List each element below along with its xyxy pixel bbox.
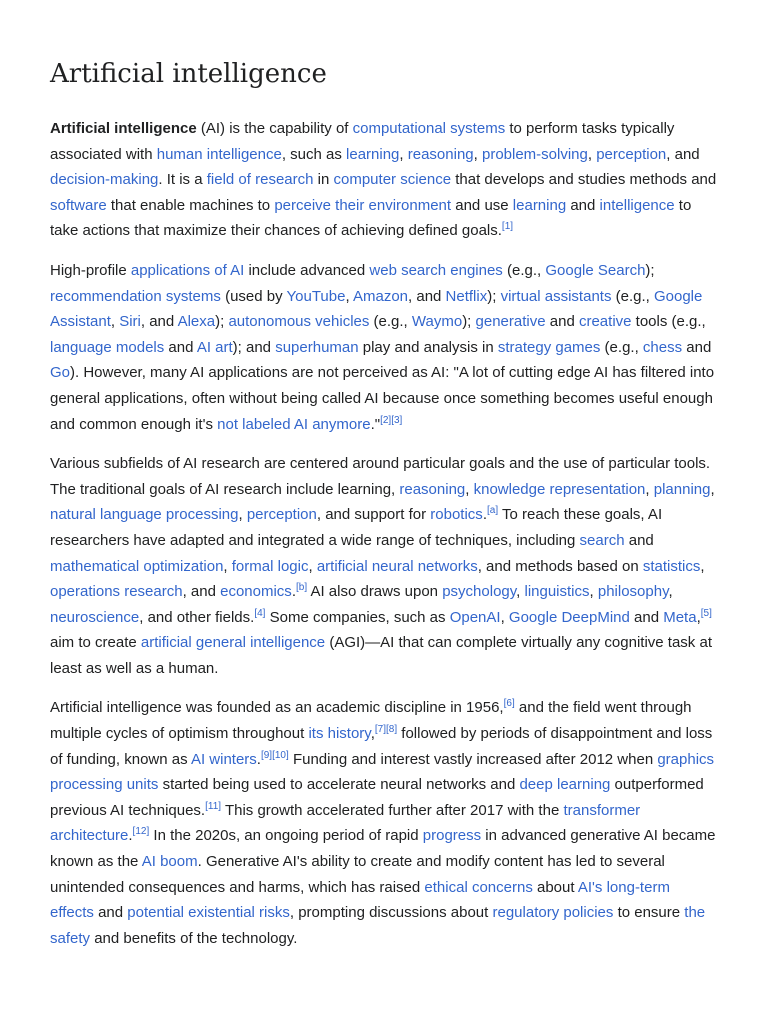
- text-run: (e.g.,: [600, 338, 643, 356]
- text-run: ,: [589, 583, 598, 601]
- wiki-link[interactable]: natural language processing: [50, 506, 239, 524]
- text-run: and: [624, 531, 654, 549]
- wiki-link[interactable]: mathematical optimization: [50, 557, 224, 575]
- wiki-link[interactable]: reasoning: [399, 480, 466, 498]
- citation-link[interactable]: [10]: [272, 749, 289, 761]
- wiki-link[interactable]: superhuman: [275, 338, 359, 356]
- citation: [254, 608, 265, 619]
- text-run: );: [487, 287, 501, 305]
- text-run: , and support for: [316, 506, 431, 524]
- wiki-link[interactable]: deep learning: [519, 776, 611, 794]
- text-run: ,: [700, 557, 705, 575]
- wiki-link[interactable]: language models: [50, 338, 165, 356]
- text-run: ,: [645, 480, 654, 498]
- text-run: ,: [110, 313, 120, 331]
- text-run: to perform tasks typically associated with: [50, 120, 675, 163]
- wiki-link[interactable]: Amazon: [352, 287, 409, 305]
- wiki-link[interactable]: formal logic: [231, 557, 309, 575]
- paragraph-2: [50, 258, 718, 437]
- text-run: .: [482, 506, 487, 524]
- wiki-link[interactable]: intelligence: [599, 196, 675, 214]
- citation: [133, 826, 150, 837]
- wiki-link[interactable]: linguistics: [524, 583, 590, 601]
- text-run: , and: [182, 583, 221, 601]
- text-run: that enable machines to: [106, 196, 275, 214]
- text-run: followed by periods of disappointment and loss of funding, known as: [50, 725, 713, 768]
- wiki-link[interactable]: YouTube: [286, 287, 346, 305]
- citation: [205, 801, 221, 812]
- wiki-link[interactable]: OpenAI: [449, 608, 501, 626]
- citation: [296, 582, 307, 593]
- citation: [375, 724, 386, 735]
- bold-term: Artificial intelligence: [50, 120, 197, 137]
- citation-link[interactable]: [7]: [374, 724, 386, 736]
- text-run: .": [370, 415, 381, 433]
- text-run: );: [215, 313, 229, 331]
- wiki-link[interactable]: perceive their environment: [274, 196, 452, 214]
- text-run: ,: [345, 287, 353, 305]
- text-run: .: [128, 827, 133, 845]
- citation-link[interactable]: [4]: [254, 607, 266, 619]
- wiki-link[interactable]: regulatory policies: [492, 904, 614, 922]
- wiki-link[interactable]: decision-making: [50, 171, 159, 189]
- wiki-link[interactable]: Meta: [663, 608, 697, 626]
- wiki-link[interactable]: Alexa: [177, 313, 216, 331]
- text-run: and: [545, 313, 579, 331]
- text-run: outperformed previous AI techniques.: [50, 776, 704, 819]
- wiki-link[interactable]: ethical concerns: [424, 878, 533, 896]
- citation: [380, 415, 391, 426]
- text-run: and use: [451, 196, 513, 214]
- text-run: ,: [399, 145, 408, 163]
- paragraph-3: [50, 451, 718, 681]
- wiki-link[interactable]: learning: [512, 196, 567, 214]
- citation-link[interactable]: [11]: [205, 800, 222, 812]
- text-run: tools (e.g.,: [631, 313, 706, 331]
- text-run: ,: [238, 506, 247, 524]
- citation: [261, 750, 272, 761]
- wiki-link[interactable]: statistics: [642, 557, 701, 575]
- text-run: that develops and studies methods and: [451, 171, 717, 189]
- citation-link[interactable]: [2]: [380, 414, 392, 426]
- text-run: . Generative AI's ability to create and modify content has led to several unintended consequences and harms, which has raised: [50, 853, 665, 896]
- text-run: (used by: [220, 287, 287, 305]
- text-run: (e.g.,: [611, 287, 654, 305]
- text-run: In the 2020s, an ongoing period of rapid: [149, 827, 423, 845]
- citation-link[interactable]: [1]: [501, 221, 514, 233]
- wiki-link[interactable]: human intelligence: [156, 145, 282, 163]
- wiki-link[interactable]: learning: [346, 145, 400, 163]
- text-run: ,: [587, 145, 597, 163]
- text-run: This growth accelerated further after 2017 with the: [221, 801, 564, 819]
- wiki-link[interactable]: search: [579, 531, 625, 549]
- text-run: play and analysis in: [358, 338, 498, 356]
- citation: [386, 724, 397, 735]
- wiki-link[interactable]: Siri: [119, 313, 141, 331]
- text-run: and the field went through multiple cycles of optimism throughout: [50, 699, 692, 743]
- wiki-link[interactable]: neuroscience: [50, 608, 140, 626]
- text-run: and: [93, 904, 128, 922]
- text-run: ,: [516, 583, 525, 601]
- wiki-link[interactable]: its history: [308, 725, 371, 743]
- text-run: Some companies, such as: [265, 608, 450, 626]
- text-run: about: [532, 878, 578, 896]
- paragraph-4: [50, 695, 718, 951]
- wiki-link[interactable]: AI winters: [190, 750, 257, 768]
- text-run: (AGI)—AI that can complete virtually any cognitive task at least as well as a human.: [50, 634, 712, 677]
- text-run: and benefits of the technology.: [90, 929, 298, 947]
- text-run: and: [164, 338, 197, 356]
- text-run: ,: [500, 608, 509, 626]
- wiki-link[interactable]: perception: [596, 145, 667, 163]
- wiki-link[interactable]: perception: [246, 506, 317, 524]
- text-run: ,: [223, 557, 232, 575]
- text-run: ). However, many AI applications are not perceived as AI: "A lot of cutting edge AI has filtered into general applications, often without being called AI because once something becomes useful enough and common enough it's: [50, 364, 715, 433]
- citation: [272, 750, 289, 761]
- text-run: and: [629, 608, 664, 626]
- citation: [502, 221, 513, 232]
- text-run: Funding and interest vastly increased after 2012 when: [288, 750, 658, 768]
- wiki-link[interactable]: creative: [578, 313, 632, 331]
- text-run: Artificial intelligence was founded as an academic discipline in 1956,: [50, 699, 504, 717]
- text-run: , and methods based on: [477, 557, 643, 575]
- wiki-link[interactable]: AI's long-term effects: [50, 878, 670, 922]
- wiki-link[interactable]: computer science: [333, 171, 452, 189]
- text-run: , such as: [281, 145, 347, 163]
- text-run: , and: [666, 145, 700, 163]
- text-run: , and other fields.: [139, 608, 255, 626]
- citation-link[interactable]: [9]: [260, 749, 273, 761]
- wiki-link[interactable]: chess: [642, 338, 683, 356]
- paragraph-1: [50, 116, 718, 244]
- text-run: , and: [140, 313, 178, 331]
- wiki-link[interactable]: knowledge representation: [473, 480, 646, 498]
- wiki-link[interactable]: Google Search: [545, 261, 646, 279]
- text-run: , prompting discussions about: [289, 904, 493, 922]
- wiki-link[interactable]: transformer architecture: [50, 801, 641, 845]
- text-run: . It is a: [158, 171, 207, 189]
- wiki-link[interactable]: virtual assistants: [500, 287, 612, 305]
- wiki-link[interactable]: Google Assistant: [50, 287, 703, 331]
- citation-link[interactable]: [a]: [486, 505, 499, 517]
- text-run: AI also draws upon: [307, 583, 443, 601]
- wiki-link[interactable]: problem-solving: [481, 145, 588, 163]
- wiki-link[interactable]: artificial general intelligence: [140, 634, 326, 652]
- text-run: include advanced: [244, 261, 370, 279]
- text-run: Various subfields of AI research are centered around particular goals and the use of particular tools. The traditional goals of AI research include learning,: [50, 455, 711, 498]
- wiki-link[interactable]: operations research: [50, 583, 183, 601]
- wiki-link[interactable]: software: [50, 196, 107, 214]
- text-run: (AI) is the capability of: [196, 120, 353, 137]
- text-run: started being used to accelerate neural networks and: [158, 776, 520, 794]
- wiki-link[interactable]: field of research: [206, 171, 314, 189]
- text-run: in: [313, 171, 334, 189]
- wiki-link[interactable]: robotics: [430, 506, 483, 524]
- text-run: and: [682, 338, 712, 356]
- wiki-link[interactable]: web search engines: [369, 261, 503, 279]
- wiki-link[interactable]: the safety: [50, 904, 706, 947]
- wiki-link[interactable]: philosophy: [597, 583, 669, 601]
- text-run: .: [256, 750, 261, 768]
- text-run: ,: [710, 480, 715, 498]
- text-run: );: [462, 313, 476, 331]
- text-run: (e.g.,: [502, 261, 546, 279]
- wiki-link[interactable]: progress: [422, 827, 482, 845]
- citation: [701, 608, 712, 619]
- wiki-link[interactable]: recommendation systems: [50, 287, 221, 305]
- text-run: To reach these goals, AI researchers have adapted and integrated a wide range of techniques, including: [50, 506, 663, 549]
- citation-link[interactable]: [3]: [391, 414, 403, 426]
- wiki-link[interactable]: Google DeepMind: [508, 608, 630, 626]
- wiki-link[interactable]: AI boom: [141, 853, 198, 871]
- citation: [391, 415, 402, 426]
- wiki-link[interactable]: autonomous vehicles: [228, 313, 370, 331]
- citation-link[interactable]: [6]: [503, 698, 515, 710]
- text-run: ,: [370, 725, 375, 743]
- wiki-link[interactable]: psychology: [442, 583, 517, 601]
- text-run: to take actions that maximize their chances of achieving defined goals.: [50, 196, 692, 240]
- text-run: aim to create: [50, 634, 141, 652]
- text-run: ,: [308, 557, 317, 575]
- wiki-link[interactable]: artificial neural networks: [316, 557, 478, 575]
- text-run: ,: [668, 583, 673, 601]
- wiki-link[interactable]: graphics processing units: [50, 750, 715, 794]
- wiki-link[interactable]: Go: [50, 364, 71, 382]
- citation-link[interactable]: [12]: [132, 826, 150, 838]
- text-run: in advanced generative AI became known as the: [50, 827, 716, 871]
- text-run: to ensure: [613, 904, 685, 922]
- article-body: [50, 116, 718, 951]
- wiki-link[interactable]: Waymo: [411, 313, 463, 331]
- wiki-link[interactable]: generative: [475, 313, 546, 331]
- text-run: .: [291, 583, 296, 601]
- wiki-link[interactable]: computational systems: [352, 120, 506, 137]
- text-run: (e.g.,: [369, 313, 412, 331]
- text-run: and: [566, 196, 600, 214]
- wiki-link[interactable]: strategy games: [497, 338, 601, 356]
- wiki-link[interactable]: planning: [653, 480, 711, 498]
- citation-link[interactable]: [5]: [700, 607, 712, 619]
- wiki-link[interactable]: not labeled AI anymore: [217, 415, 371, 433]
- citation-link[interactable]: [8]: [385, 724, 398, 736]
- citation-link[interactable]: [b]: [295, 582, 308, 594]
- wiki-link[interactable]: AI art: [196, 338, 233, 356]
- wiki-link[interactable]: reasoning: [407, 145, 474, 163]
- text-run: , and: [408, 287, 446, 305]
- text-run: High-profile: [50, 261, 131, 279]
- text-run: ,: [696, 608, 701, 626]
- text-run: ,: [473, 145, 482, 163]
- wiki-link[interactable]: applications of AI: [130, 261, 245, 279]
- text-run: ,: [465, 480, 474, 498]
- wiki-link[interactable]: Netflix: [445, 287, 488, 305]
- citation: [487, 505, 498, 516]
- wiki-link[interactable]: potential existential risks: [127, 904, 290, 922]
- page-title: Artificial intelligence: [50, 59, 327, 89]
- citation: [504, 698, 515, 709]
- wiki-link[interactable]: economics: [220, 583, 292, 601]
- text-run: ); and: [232, 338, 276, 356]
- text-run: );: [645, 261, 655, 279]
